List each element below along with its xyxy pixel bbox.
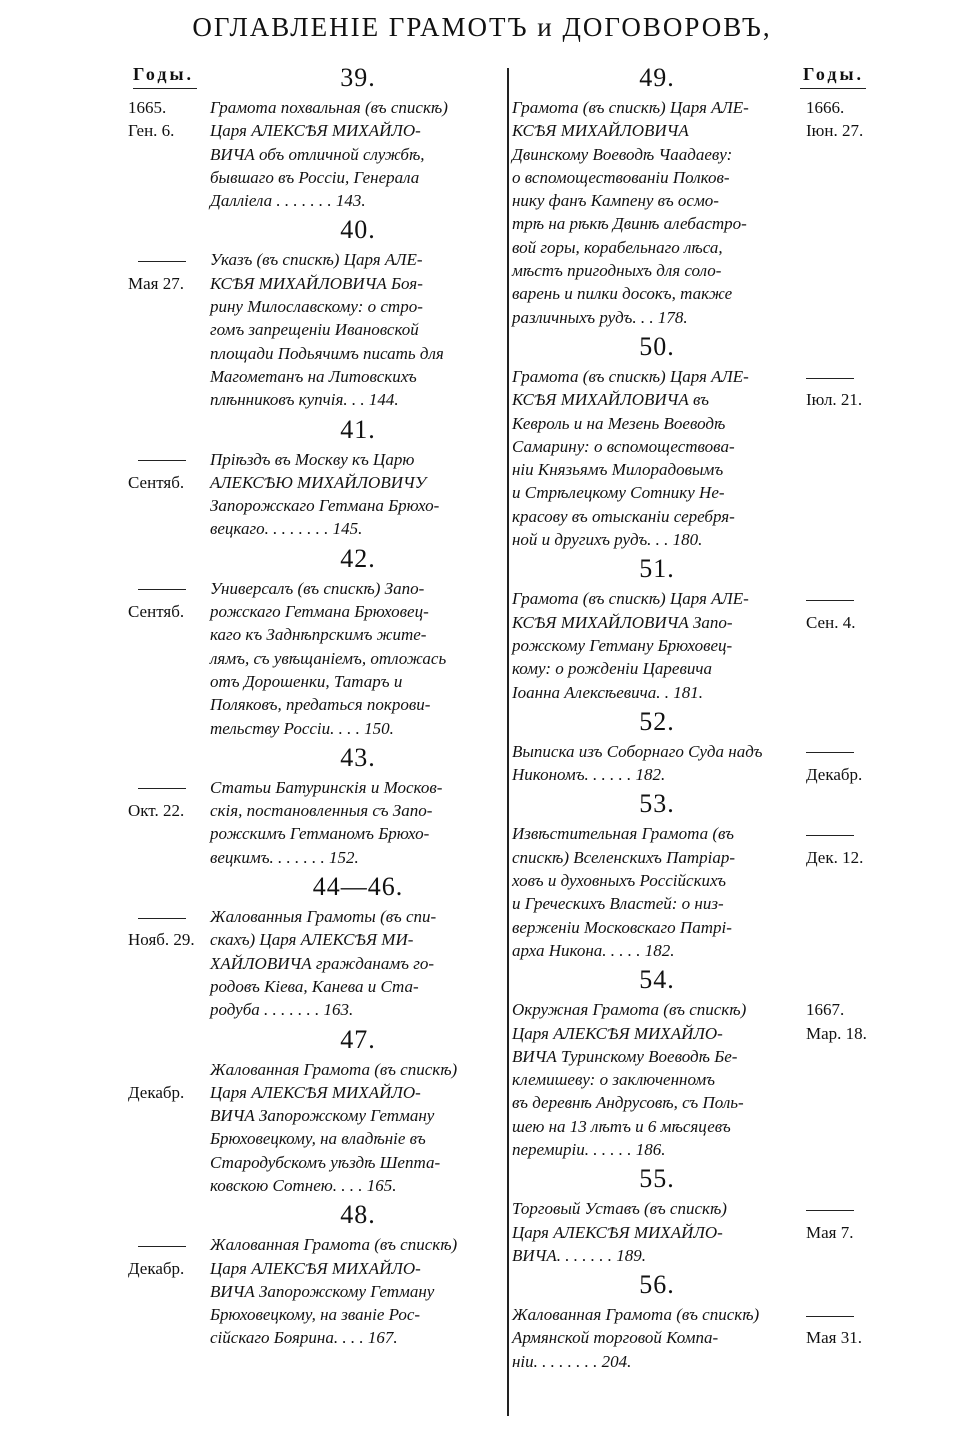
entry-date: Дек. 12. bbox=[806, 847, 864, 867]
toc-entry bbox=[512, 1197, 892, 1267]
toc-entry bbox=[128, 448, 504, 541]
entry-line: лямъ, съ увѣщаніемъ, отложась bbox=[210, 648, 447, 668]
entry-line: нику фанъ Кампену въ осмо- bbox=[512, 191, 719, 211]
entry-number: 56. bbox=[639, 1270, 675, 1300]
entry-line: Поляковъ, предаться покрови- bbox=[210, 695, 431, 715]
date-dash bbox=[138, 788, 186, 789]
entry-line: рину Милославскому: о стро- bbox=[210, 297, 423, 317]
entry-line: Самарину: о вспомоществова- bbox=[512, 436, 735, 456]
entry-line: Никономъ. . . . . . 182. bbox=[512, 765, 666, 785]
entry-line: ковскою Сотнею. . . . 165. bbox=[210, 1175, 397, 1195]
entry-date bbox=[806, 740, 886, 763]
entry-line: ХАЙЛОВИЧА гражданамъ го- bbox=[210, 953, 435, 973]
entry-date: Нояб. 29. bbox=[128, 930, 195, 950]
years-header-right: Годы. bbox=[803, 64, 865, 84]
entry-text bbox=[512, 587, 800, 703]
date-dash bbox=[806, 752, 854, 753]
entry-line: различныхъ рудъ. . . 178. bbox=[512, 307, 688, 327]
entry-text bbox=[512, 998, 800, 1161]
toc-entry bbox=[512, 587, 892, 703]
date-dash bbox=[138, 918, 186, 919]
entry-line: Грамота (въ спискѣ) Царя АЛЕ- bbox=[512, 366, 749, 386]
entry-number: 47. bbox=[340, 1024, 376, 1054]
entry-line: Жалованная Грамота (въ спискѣ) bbox=[210, 1059, 458, 1079]
entry-text bbox=[210, 1058, 500, 1198]
entry-line: красову въ отысканіи серебря- bbox=[512, 506, 735, 526]
entry-line: въ деревнѣ Андрусовѣ, съ Поль- bbox=[512, 1093, 744, 1113]
entry-line: мѣстъ пригодныхъ для соло- bbox=[512, 261, 722, 281]
entry-line: гомъ запрещеніи Ивановской bbox=[210, 320, 419, 340]
date-dash bbox=[138, 589, 186, 590]
entry-number: 41. bbox=[340, 414, 376, 444]
right-column bbox=[512, 60, 892, 1373]
entry-line: скахъ) Царя АЛЕКСѢЯ МИ- bbox=[210, 930, 414, 950]
entry-line: Пріѣздъ въ Москву къ Царю bbox=[210, 449, 415, 469]
entry-date bbox=[128, 905, 210, 928]
entry-line: рожскаго Гетмана Брюховец- bbox=[210, 602, 429, 622]
entry-line: Жалованная Грамота (въ спискѣ) bbox=[210, 1235, 458, 1255]
entry-dates bbox=[800, 1197, 886, 1267]
entry-line: Магометанъ на Литовскихъ bbox=[210, 366, 417, 386]
entry-line: КСѢЯ МИХАЙЛОВИЧА Боя- bbox=[210, 273, 423, 293]
entry-dates bbox=[800, 740, 886, 787]
entry-dates bbox=[800, 96, 886, 329]
entry-line: ніи. . . . . . . . 204. bbox=[512, 1351, 632, 1371]
entry-line: отъ Дорошенки, Татаръ и bbox=[210, 671, 403, 691]
entry-date bbox=[128, 577, 210, 600]
entry-number: 54. bbox=[639, 965, 675, 995]
entry-line: Іоанна Алексѣевича. . 181. bbox=[512, 682, 704, 702]
entry-line: Двинскому Воеводѣ Чаадаеву: bbox=[512, 144, 733, 164]
entry-dates bbox=[800, 998, 886, 1161]
entry-dates bbox=[128, 577, 210, 740]
entry-number: 48. bbox=[340, 1200, 376, 1230]
entry-date: Сен. 4. bbox=[806, 612, 856, 632]
entry-line: КСѢЯ МИХАЙЛОВИЧА въ bbox=[512, 390, 709, 410]
entry-line: ховъ и духовныхъ Россійскихъ bbox=[512, 871, 726, 891]
entry-line: площади Подьячимъ писать для bbox=[210, 343, 444, 363]
entry-line: Брюховецкому, на владѣніе въ bbox=[210, 1129, 426, 1149]
entry-text bbox=[210, 248, 500, 411]
entry-number: 52. bbox=[639, 706, 675, 736]
entry-text bbox=[210, 448, 500, 541]
entry-text bbox=[512, 1197, 800, 1267]
entry-dates bbox=[800, 587, 886, 703]
toc-entry bbox=[128, 1058, 504, 1198]
toc-entry bbox=[512, 998, 892, 1161]
entry-number: 53. bbox=[639, 789, 675, 819]
date-dash bbox=[806, 378, 854, 379]
toc-entry bbox=[128, 96, 504, 212]
entry-date: Декабр. bbox=[128, 1258, 185, 1278]
entry-line: и Стрѣлецкому Сотнику Не- bbox=[512, 483, 725, 503]
entry-line: арха Никона. . . . . 182. bbox=[512, 940, 675, 960]
entry-line: ВИЧА Запорожскому Гетману bbox=[210, 1281, 435, 1301]
entry-line: АЛЕКСѢЮ МИХАЙЛОВИЧУ bbox=[210, 472, 427, 492]
entry-line: плѣнниковъ купчія. . . 144. bbox=[210, 390, 399, 410]
entry-line: Грамота (въ спискѣ) Царя АЛЕ- bbox=[512, 589, 749, 609]
entry-line: клемишеву: о заключенномъ bbox=[512, 1070, 715, 1090]
entry-line: Жалованная Грамота (въ спискѣ) bbox=[512, 1305, 760, 1325]
entry-dates bbox=[800, 365, 886, 551]
entry-line: Грамота похвальная (въ спискѣ) bbox=[210, 98, 448, 117]
entry-line: Указъ (въ спискѣ) Царя АЛЕ- bbox=[210, 250, 423, 270]
date-dash bbox=[806, 835, 854, 836]
left-column bbox=[128, 60, 504, 1350]
entry-line: вой горы, корабельнаго лѣса, bbox=[512, 237, 723, 257]
toc-entry bbox=[512, 96, 892, 329]
entry-line: Кевроль и на Мезень Воеводѣ bbox=[512, 413, 726, 433]
entry-text bbox=[512, 96, 800, 329]
entry-date bbox=[806, 365, 886, 388]
entry-line: Царя АЛЕКСѢЯ МИХАЙЛО- bbox=[210, 1258, 421, 1278]
entry-line: Далліела . . . . . . . 143. bbox=[210, 191, 366, 211]
entry-line: бывшаго въ Россіи, Генерала bbox=[210, 167, 420, 187]
entry-dates bbox=[128, 776, 210, 869]
entry-date: 1666. bbox=[806, 98, 845, 117]
entry-text bbox=[210, 96, 500, 212]
entry-dates bbox=[128, 905, 210, 1021]
date-dash bbox=[806, 600, 854, 601]
entry-line: Брюховецкому, на званіе Рос- bbox=[210, 1305, 421, 1325]
toc-entry bbox=[128, 905, 504, 1021]
entry-date bbox=[806, 587, 886, 610]
entry-line: сійскаго Боярина. . . . 167. bbox=[210, 1328, 398, 1348]
entry-date: Декабр. bbox=[128, 1082, 185, 1102]
entry-date: 1667. bbox=[806, 1000, 845, 1020]
toc-entry bbox=[128, 248, 504, 411]
entry-line: рожскому Гетману Брюховец- bbox=[512, 635, 733, 655]
entry-dates bbox=[128, 448, 210, 541]
entry-line: Царя АЛЕКСѢЯ МИХАЙЛО- bbox=[210, 121, 421, 141]
entry-line: КСѢЯ МИХАЙЛОВИЧА Запо- bbox=[512, 612, 733, 632]
entry-dates bbox=[128, 1233, 210, 1349]
entry-line: шею на 13 лѣтъ и 6 мѣсяцевъ bbox=[512, 1116, 731, 1136]
entry-line: Царя АЛЕКСѢЯ МИХАЙЛО- bbox=[512, 1023, 723, 1043]
page-title: ОГЛАВЛЕНІЕ ГРАМОТЪ и ДОГОВОРОВЪ, bbox=[192, 12, 772, 42]
entry-line: каго къ Заднѣпрскимъ жите- bbox=[210, 625, 427, 645]
entry-text bbox=[210, 905, 500, 1021]
entry-text bbox=[512, 822, 800, 962]
entry-date bbox=[128, 248, 210, 271]
entry-date: Мая 31. bbox=[806, 1328, 862, 1348]
entry-line: Окружная Грамота (въ спискѣ) bbox=[512, 1000, 747, 1020]
entry-date: Мая 7. bbox=[806, 1222, 854, 1242]
entry-dates bbox=[800, 1303, 886, 1373]
entry-line: варень и пилки досокъ, также bbox=[512, 284, 733, 304]
entry-date: Мар. 18. bbox=[806, 1023, 867, 1043]
entry-line: вецкимъ. . . . . . . 152. bbox=[210, 847, 359, 867]
entry-line: ВИЧА Запорожскому Гетману bbox=[210, 1106, 435, 1126]
entry-line: и Греческихъ Властей: о низ- bbox=[512, 894, 724, 914]
entry-text bbox=[210, 577, 500, 740]
entry-date: 1665. bbox=[128, 98, 167, 117]
entry-line: перемиріи. . . . . . 186. bbox=[512, 1139, 666, 1159]
entry-dates bbox=[128, 96, 210, 212]
entry-number: 50. bbox=[639, 331, 675, 361]
entry-date: Окт. 22. bbox=[128, 801, 185, 821]
entry-date bbox=[128, 1233, 210, 1256]
years-header-left: Годы. bbox=[133, 64, 195, 84]
entry-text bbox=[512, 740, 800, 787]
entry-date: Мая 27. bbox=[128, 273, 184, 293]
entry-line: трѣ на рѣкѣ Двинѣ алебастро- bbox=[512, 214, 747, 234]
toc-entry bbox=[128, 577, 504, 740]
entry-line: Грамота (въ спискѣ) Царя АЛЕ- bbox=[512, 98, 749, 117]
entry-date: Ген. 6. bbox=[128, 121, 175, 141]
entry-line: Извѣстительная Грамота (въ bbox=[512, 824, 735, 844]
entry-line: Царя АЛЕКСѢЯ МИХАЙЛО- bbox=[210, 1082, 421, 1102]
entry-dates bbox=[128, 1058, 210, 1198]
entry-line: КСѢЯ МИХАЙЛОВИЧА bbox=[512, 121, 689, 141]
entry-number: 39. bbox=[340, 63, 376, 92]
entry-date: Іюн. 27. bbox=[806, 121, 864, 141]
toc-entry bbox=[512, 740, 892, 787]
entry-line: родовъ Кіева, Канева и Ста- bbox=[210, 976, 419, 996]
toc-entry bbox=[512, 822, 892, 962]
entry-date: Сентяб. bbox=[128, 602, 185, 622]
entry-date: Декабр. bbox=[806, 765, 863, 785]
entry-text bbox=[210, 776, 500, 869]
entry-dates bbox=[800, 822, 886, 962]
entry-line: ВИЧА объ отличной службѣ, bbox=[210, 144, 425, 164]
entry-date bbox=[128, 1058, 210, 1081]
entry-date bbox=[806, 1303, 886, 1326]
entry-line: спискѣ) Вселенскихъ Патріар- bbox=[512, 847, 736, 867]
entry-line: Торговый Уставъ (въ спискѣ) bbox=[512, 1199, 727, 1219]
entry-number: 40. bbox=[340, 215, 376, 245]
entry-line: кому: о рожденіи Царевича bbox=[512, 659, 712, 679]
entry-line: Царя АЛЕКСѢЯ МИХАЙЛО- bbox=[512, 1222, 723, 1242]
entry-line: Жалованныя Грамоты (въ спи- bbox=[210, 907, 437, 927]
entry-number: 43. bbox=[340, 742, 376, 772]
entry-number: 42. bbox=[340, 543, 376, 573]
entry-line: Запорожскаго Гетмана Брюхо- bbox=[210, 496, 440, 516]
entry-line: рожскимъ Гетманомъ Брюхо- bbox=[210, 824, 430, 844]
entry-line: ніи Князьямъ Милорадовымъ bbox=[512, 460, 724, 480]
date-dash bbox=[138, 1246, 186, 1247]
entry-number: 49. bbox=[639, 63, 675, 92]
entry-line: верженіи Московскаго Патрі- bbox=[512, 917, 732, 937]
entry-line: о вспомоществованіи Полков- bbox=[512, 167, 730, 187]
entry-number: 44—46. bbox=[312, 872, 404, 902]
entry-line: ной и другихъ рудъ. . . 180. bbox=[512, 530, 703, 550]
date-dash bbox=[806, 1316, 854, 1317]
entry-dates bbox=[128, 248, 210, 411]
toc-entry bbox=[512, 365, 892, 551]
entry-line: ВИЧА Туринскому Воеводѣ Бе- bbox=[512, 1046, 738, 1066]
date-dash bbox=[806, 1210, 854, 1211]
entry-line: Статьи Батуринскія и Москов- bbox=[210, 777, 443, 797]
entry-date: Сентяб. bbox=[128, 472, 185, 492]
entry-line: ВИЧА. . . . . . . 189. bbox=[512, 1245, 647, 1265]
entry-text bbox=[210, 1233, 500, 1349]
entry-number: 51. bbox=[639, 554, 675, 584]
entry-line: Армянской торговой Компа- bbox=[512, 1328, 719, 1348]
entry-line: Выписка изъ Соборнаго Суда надъ bbox=[512, 741, 763, 761]
entry-date bbox=[806, 1197, 886, 1220]
entry-line: скія, постановленныя съ Запо- bbox=[210, 801, 433, 821]
entry-line: вецкаго. . . . . . . . 145. bbox=[210, 519, 363, 539]
date-dash bbox=[138, 261, 186, 262]
toc-entry bbox=[512, 1303, 892, 1373]
entry-line: Универсалъ (въ спискѣ) Запо- bbox=[210, 578, 425, 598]
toc-entry bbox=[128, 1233, 504, 1349]
entry-date bbox=[806, 822, 886, 845]
entry-number: 55. bbox=[639, 1164, 675, 1194]
entry-date: Іюл. 21. bbox=[806, 390, 863, 410]
entry-date bbox=[128, 448, 210, 471]
entry-text bbox=[512, 365, 800, 551]
entry-text bbox=[512, 1303, 800, 1373]
entry-date bbox=[128, 776, 210, 799]
toc-entry bbox=[128, 776, 504, 869]
entry-line: Стародубскомъ уѣздѣ Шепта- bbox=[210, 1152, 441, 1172]
date-dash bbox=[138, 460, 186, 461]
entry-line: тельству Россіи. . . . 150. bbox=[210, 718, 394, 738]
entry-line: родуба . . . . . . . 163. bbox=[210, 1000, 354, 1020]
